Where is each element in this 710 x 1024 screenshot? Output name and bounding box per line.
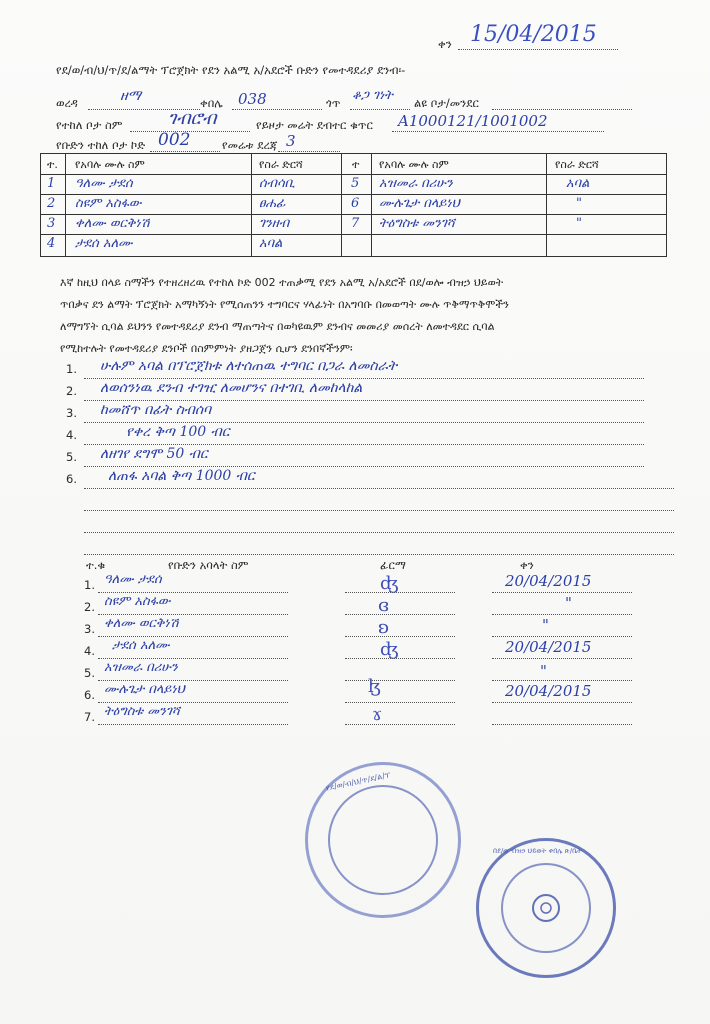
sign-header-name: የቡድን አባላት ስም — [168, 558, 249, 572]
signature-mark-icon: ʤ — [380, 639, 399, 660]
rule-line — [84, 378, 644, 379]
sign-row-date-line — [492, 658, 632, 659]
table-divider — [546, 154, 547, 256]
member-no: 4 — [47, 236, 56, 251]
got-line — [350, 109, 410, 110]
member-role: ገንዘብ — [259, 216, 290, 231]
land-grade-value: 3 — [286, 132, 296, 150]
member-role: ፀሐፊ — [259, 196, 286, 211]
member-role: አባል — [259, 236, 283, 251]
sign-row-date: " — [540, 662, 547, 680]
rule-number: 6. — [66, 472, 77, 486]
sign-row-name: ስዩም አስፋው — [104, 594, 171, 609]
rule-line — [84, 444, 644, 445]
kebele-line — [232, 109, 322, 110]
table-divider — [341, 154, 342, 256]
stamp-text: የደ/ወ/ብ/ህ/ጥ/ደ/ል/ፕ — [325, 770, 392, 793]
intro-line: እኛ ከዚህ በላይ ስማችን የተዘረዘረዉ የተከለ ኮድ 002 ተጠቃሚ የደን አልሚ አ/አደሮች በደ/ወሎ ብዝኃ ህይወት — [60, 276, 504, 289]
table-divider — [41, 174, 666, 175]
group-plot-code-line — [150, 151, 220, 152]
kebele-label: ቀበሌ — [200, 96, 223, 110]
sign-row-signature-line — [345, 680, 455, 681]
group-plot-code-label: የቡድን ተከለ ቦታ ኮድ — [56, 138, 146, 152]
official-stamp-left — [290, 747, 475, 932]
sign-row-date-line — [492, 724, 632, 725]
sign-row-signature-line — [345, 636, 455, 637]
date-label: ቀን — [438, 37, 452, 51]
col-header-no: ተ. — [47, 158, 58, 171]
member-no: 5 — [351, 176, 360, 191]
sign-row-name-line — [98, 592, 288, 593]
member-role: ሰብሳቢ — [259, 176, 295, 191]
table-divider — [41, 194, 666, 195]
sign-row-no: 2. — [84, 600, 95, 614]
sign-row-name: አዝመራ በሪሁን — [104, 660, 178, 675]
land-cert-label: የይዞታ መሬት ደብተር ቁጥር — [256, 118, 373, 132]
signature-mark-icon: ɮ — [368, 676, 381, 697]
special-place-label: ልዩ ቦታ/መንደር — [414, 96, 479, 110]
blank-line — [84, 532, 674, 533]
sign-row-no: 4. — [84, 644, 95, 658]
rule-line — [84, 488, 674, 489]
sign-row-no: 1. — [84, 578, 95, 592]
member-role: " — [576, 216, 582, 231]
sign-row-name-line — [98, 658, 288, 659]
sign-row-name: ሙሉጌታ በላይነህ — [104, 682, 185, 697]
table-divider — [41, 234, 666, 235]
sign-row-signature-line — [345, 658, 455, 659]
land-cert-value: A1000121/1001002 — [398, 112, 548, 130]
woreda-label: ወረዳ — [56, 96, 78, 110]
sign-row-no: 7. — [84, 710, 95, 724]
member-name: ትዕግስቱ መንገሻ — [379, 216, 455, 231]
signature-mark-icon: ʤ — [380, 573, 399, 594]
sign-row-date-line — [492, 680, 632, 681]
intro-line: ጥበቃና ደን ልማት ፕሮጀክት አማካኝነት የሚሰጠንን ተግባርና ሃላፊነት በአግባቡ በመወጣት ሙሉ ጥቅማጥቅሞችን — [60, 298, 509, 311]
rule-text: ሁሉም አባል በፕሮጀክቱ ለተሰጠዉ ተግባር በጋራ ለመስራት — [100, 358, 398, 374]
members-table — [40, 153, 667, 257]
rule-line — [84, 466, 644, 467]
col-header-role: የስራ ድርሻ — [259, 158, 303, 171]
sign-row-date: 20/04/2015 — [505, 682, 592, 700]
table-divider — [65, 154, 66, 256]
sign-row-date-line — [492, 636, 632, 637]
col-header-role-2: የስራ ድርሻ — [555, 158, 599, 171]
rule-number: 2. — [66, 384, 77, 398]
sign-row-date-line — [492, 592, 632, 593]
table-divider — [251, 154, 252, 256]
member-no: 7 — [351, 216, 360, 231]
member-name: ቀለሙ ወርቅነሽ — [75, 216, 150, 231]
member-name: ዓለሙ ታደሰ — [75, 176, 133, 191]
date-value: 15/04/2015 — [470, 22, 597, 47]
rule-number: 1. — [66, 362, 77, 376]
member-no: 1 — [47, 176, 56, 191]
member-name: ታደሰ አለሙ — [75, 236, 133, 251]
member-no: 3 — [47, 216, 56, 231]
group-plot-code-value: 002 — [158, 130, 191, 150]
rule-text: ለዘገየ ደግሞ 50 ብር — [100, 446, 208, 462]
rule-number: 4. — [66, 428, 77, 442]
kebele-value: 038 — [238, 90, 267, 108]
date-underline — [458, 49, 618, 50]
official-stamp-right — [476, 838, 616, 978]
sign-row-name-line — [98, 614, 288, 615]
land-grade-label: የመሬቱ ደረጃ — [222, 138, 278, 152]
rule-text: ከመሸጥ በፊት ስብሰባ — [100, 402, 212, 418]
rule-number: 5. — [66, 450, 77, 464]
member-name: ስዩም አስፋው — [75, 196, 142, 211]
member-role: " — [576, 196, 582, 211]
sign-row-name-line — [98, 702, 288, 703]
member-no: 6 — [351, 196, 360, 211]
intro-line: የሚከተሉት የመተዳደሪያ ደንቦች በስምምነት ያዘጋጀን ሲሆን ደንበኛችንም፡ — [60, 342, 353, 355]
sign-row-date-line — [492, 702, 632, 703]
sign-row-signature-line — [345, 724, 455, 725]
sign-row-no: 5. — [84, 666, 95, 680]
sign-row-date: " — [565, 594, 572, 612]
blank-line — [84, 510, 674, 511]
sign-row-date: 20/04/2015 — [505, 572, 592, 590]
sign-row-name-line — [98, 636, 288, 637]
land-grade-line — [278, 151, 340, 152]
land-cert-line — [392, 131, 604, 132]
plot-name-value: ገብሮብ — [168, 108, 217, 129]
signature-mark-icon: ɞ — [378, 595, 390, 616]
col-header-name: የአባሉ ሙሉ ስም — [75, 158, 145, 171]
signature-mark-icon: ʚ — [378, 617, 390, 638]
intro-line: ለማግኘት ሲባል ይህንን የመተዳደሪያ ደንብ ማጠጣትና በወካዩዉም ደንብና መመሪያ መሰረት ለመተዳደር ሲባል — [60, 320, 495, 333]
sign-row-name: ታደሰ አለሙ — [112, 638, 170, 653]
woreda-value: ዘማ — [120, 88, 142, 104]
rule-number: 3. — [66, 406, 77, 420]
sign-header-date: ቀን — [520, 558, 534, 572]
stamp-inner-ring — [318, 775, 448, 905]
sign-row-signature-line — [345, 592, 455, 593]
rule-text: ለጠፋ አባል ቅጣ 1000 ብር — [108, 468, 255, 484]
got-value: ቆጋ ገነት — [352, 88, 393, 103]
col-header-name-2: የአባሉ ሙሉ ስም — [379, 158, 449, 171]
sign-row-date: 20/04/2015 — [505, 638, 592, 656]
plot-name-label: የተከለ ቦታ ስም — [56, 118, 123, 132]
rule-line — [84, 422, 644, 423]
got-label: ጎጥ — [326, 96, 341, 110]
sign-row-date-line — [492, 614, 632, 615]
member-role: አባል — [566, 176, 590, 191]
stamp-text: በደ/ወ ብዝኃ ህይወት ቀበሌ ጽ/ቤት — [493, 847, 582, 855]
sign-row-no: 3. — [84, 622, 95, 636]
sign-row-name: ቀለሙ ወርቅነሽ — [104, 616, 179, 631]
rule-text: ለወሰንነዉ ደንብ ተገዢ ለመሆንና በተገቢ ለመከላከል — [100, 380, 363, 396]
special-place-line — [492, 109, 632, 110]
rule-line — [84, 400, 644, 401]
document-title: የደ/ወ/ብ/ህ/ጥ/ደ/ልማት ፕሮጀክት የደን አልሚ አ/አደሮች ቡድን የመተዳደሪያ ደንብ፡- — [56, 63, 406, 77]
sign-row-name: ትዕግስቱ መንገሻ — [104, 704, 180, 719]
sign-row-name-line — [98, 724, 288, 725]
sign-row-name: ዓለሙ ታደሰ — [104, 572, 162, 587]
sign-row-signature-line — [345, 702, 455, 703]
table-divider — [41, 214, 666, 215]
member-name: አዝመራ በሪሁን — [379, 176, 453, 191]
member-name: ሙሉጌታ በላይነህ — [379, 196, 460, 211]
sign-row-signature-line — [345, 614, 455, 615]
blank-line — [84, 554, 674, 555]
col-header-no-2: ተ — [352, 158, 360, 171]
signature-mark-icon: ɤ — [372, 704, 383, 725]
sign-header-no: ተ.ቁ — [86, 558, 106, 572]
sign-row-date: " — [542, 616, 549, 634]
member-no: 2 — [47, 196, 56, 211]
emblem-icon — [529, 891, 563, 925]
sign-row-no: 6. — [84, 688, 95, 702]
table-divider — [371, 154, 372, 256]
sign-header-signature: ፊርማ — [380, 558, 406, 572]
sign-row-name-line — [98, 680, 288, 681]
rule-text: የቀረ ቅጣ 100 ብር — [126, 424, 230, 440]
